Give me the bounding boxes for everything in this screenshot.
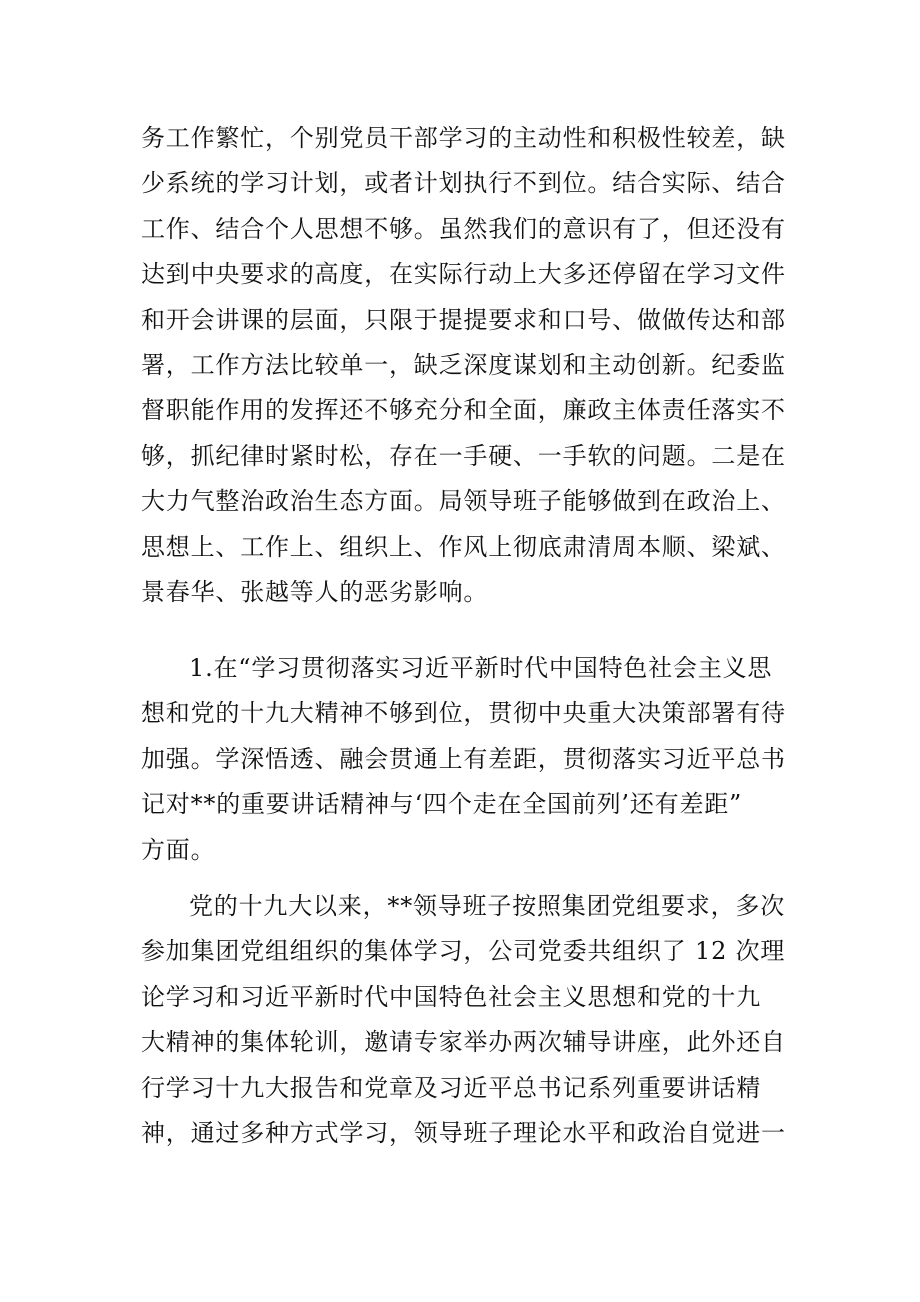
text-line: 达到中央要求的高度，在实际行动上大多还停留在学习文件 [141, 260, 786, 289]
text-line: 行学习十九大报告和党章及习近平总书记系列重要讲话精 [141, 1073, 761, 1102]
text-line: 够，抓纪律时紧时松，存在一手硬、一手软的问题。二是在 [141, 441, 786, 470]
text-line: 督职能作用的发挥还不够充分和全面，廉政主体责任落实不 [141, 396, 786, 425]
text-line: 记对**的重要讲话精神与‘四个走在全国前列’还有差距” [141, 790, 743, 819]
text-line: 和开会讲课的层面，只限于提提要求和口号、做做传达和部 [141, 305, 786, 334]
text-line: 工作、结合个人思想不够。虽然我们的意识有了，但还没有 [141, 214, 786, 243]
text-line: 方面。 [141, 835, 216, 864]
text-line: 大精神的集体轮训，邀请专家举办两次辅导讲座，此外还自 [141, 1028, 786, 1057]
text-line: 论学习和习近平新时代中国特色社会主义思想和党的十九 [141, 982, 761, 1011]
paragraph-1 [141, 116, 786, 615]
text-line: 务工作繁忙，个别党员干部学习的主动性和积极性较差，缺 [141, 124, 786, 152]
text-line: 党的十九大以来，**领导班子按照集团党组要求，多次 [189, 892, 785, 920]
text-line: 参加集团党组组织的集体学习，公司党委共组织了 12 次理 [141, 937, 786, 966]
text-line: 景春华、张越等人的恶劣影响。 [141, 578, 489, 607]
text-line: 署，工作方法比较单一，缺乏深度谋划和主动创新。纪委监 [141, 351, 786, 380]
text-line: 神，通过多种方式学习，领导班子理论水平和政治自觉进一 [141, 1119, 786, 1148]
paragraph-3 [141, 884, 786, 1156]
text-line: 少系统的学习计划，或者计划执行不到位。结合实际、结合 [141, 169, 786, 198]
text-line: 思想上、工作上、组织上、作风上彻底肃清周本顺、梁斌、 [141, 532, 786, 561]
text-line: 加强。学深悟透、融会贯通上有差距，贯彻落实习近平总书 [141, 744, 786, 773]
text-line: 想和党的十九大精神不够到位，贯彻中央重大决策部署有待 [141, 699, 786, 728]
paragraph-2 [141, 646, 786, 873]
text-line: 大力气整治政治生态方面。局领导班子能够做到在政治上、 [141, 487, 786, 516]
text-line: 1.在“学习贯彻落实习近平新时代中国特色社会主义思 [189, 654, 773, 682]
